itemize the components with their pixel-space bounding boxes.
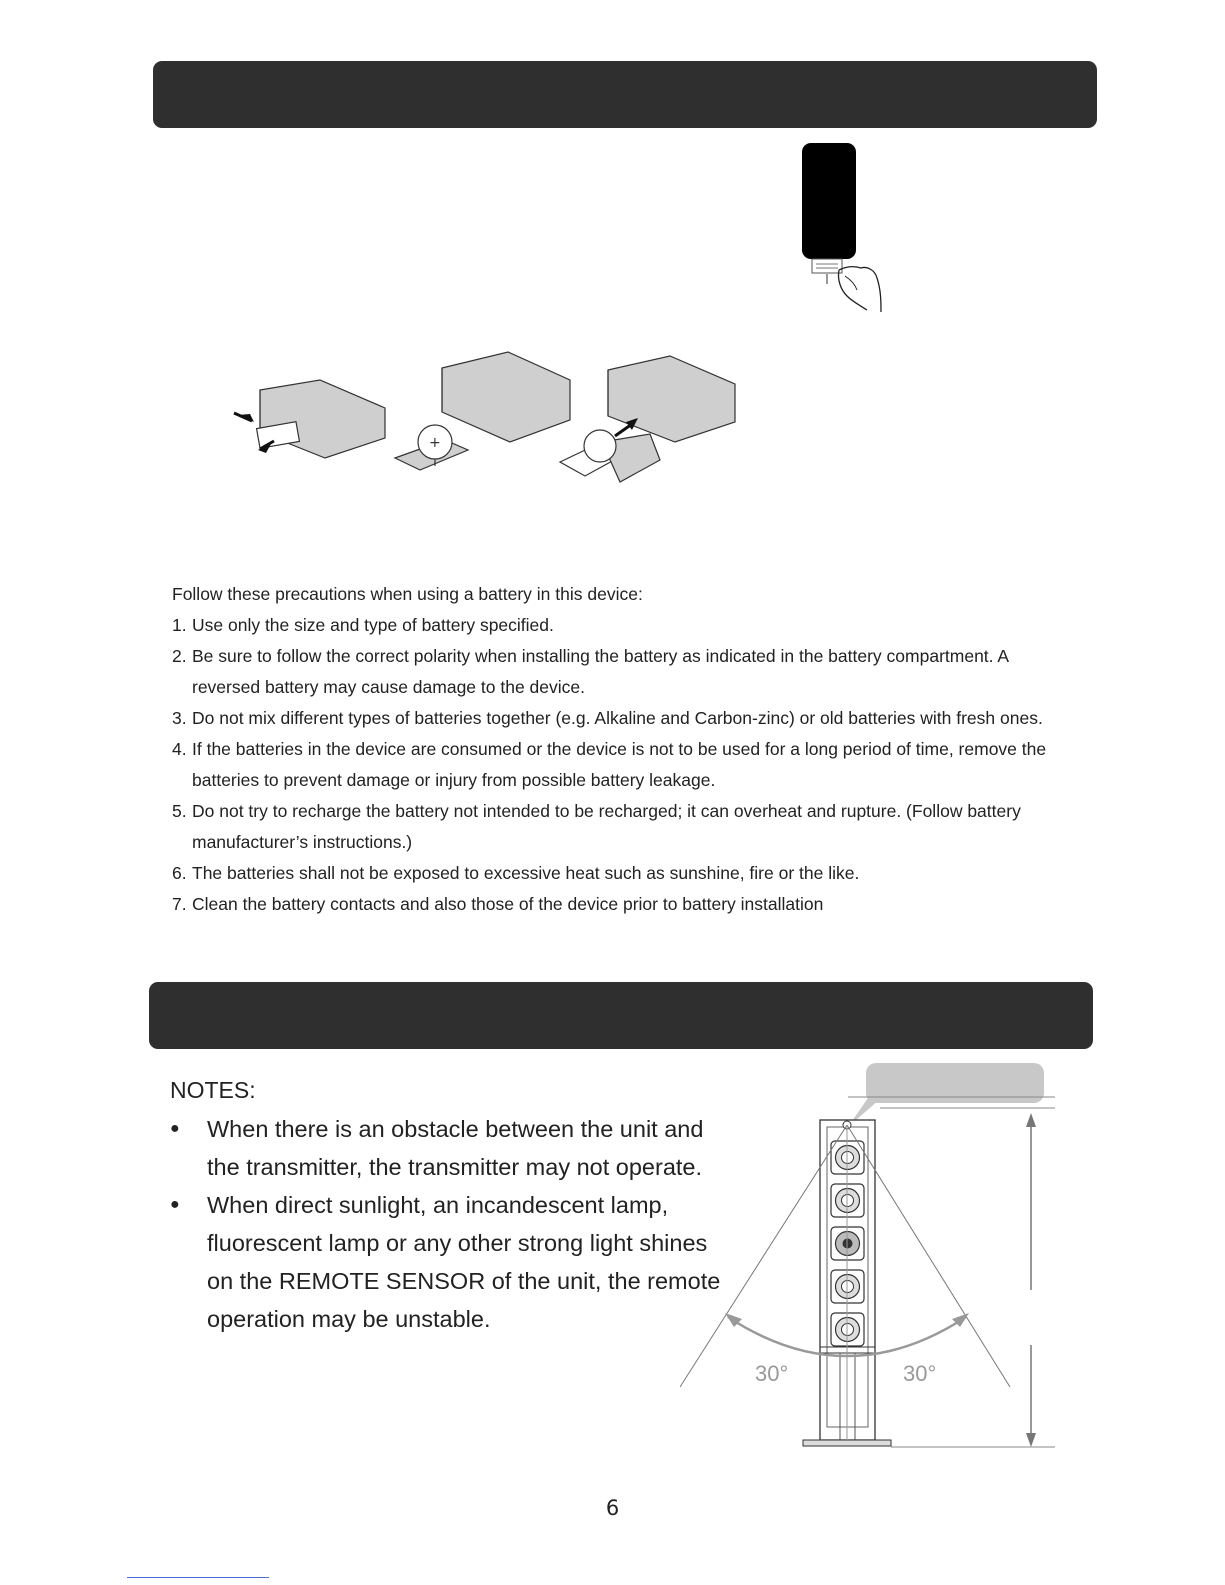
item-number: 7. xyxy=(172,894,187,914)
item-text: Use only the size and type of battery specified. xyxy=(192,615,554,635)
page-number: 6 xyxy=(605,1496,620,1520)
item-text: If the batteries in the device are consumed or the device is not to be used for a long period of time, remove the batteries to prevent damage or injury from possible battery leakage. xyxy=(192,739,1047,790)
item-number: 3. xyxy=(172,708,187,728)
notes-list xyxy=(170,1110,730,1338)
svg-text:+: + xyxy=(429,435,441,451)
remote-pull-tab-illustration xyxy=(795,140,905,320)
battery-precautions xyxy=(172,579,1072,920)
item-text: Do not try to recharge the battery not intended to be recharged; it can overheat and rupture. (Follow battery manufacturer’s instructions.) xyxy=(192,801,1021,852)
precautions-list xyxy=(172,610,1072,920)
battery-replacement-illustration xyxy=(230,350,750,490)
list-item xyxy=(172,734,1072,796)
item-text: Do not mix different types of batteries together (e.g. Alkaline and Carbon-zinc) or old batteries with fresh ones. xyxy=(192,708,1043,728)
bullet-icon: ● xyxy=(170,1196,180,1213)
footer-divider xyxy=(127,1577,269,1578)
item-number: 6. xyxy=(172,863,187,883)
item-text: The batteries shall not be exposed to excessive heat such as sunshine, fire or the like. xyxy=(192,863,860,883)
item-text: Clean the battery contacts and also those of the device prior to battery installation xyxy=(192,894,824,914)
reception-angle-diagram xyxy=(680,1055,1080,1475)
notes-title: NOTES: xyxy=(170,1077,256,1103)
list-item xyxy=(172,858,1072,889)
list-item xyxy=(170,1186,730,1338)
item-number: 5. xyxy=(172,801,187,821)
remote-step-1 xyxy=(234,380,385,458)
list-item xyxy=(172,641,1072,703)
remote-notes xyxy=(170,1072,730,1338)
note-text: When direct sunlight, an incandescent lamp, fluorescent lamp or any other strong light shines on the REMOTE SENSOR of the unit, the remote operation may be unstable. xyxy=(207,1192,721,1332)
item-number: 4. xyxy=(172,739,187,759)
angle-right-label: 30° xyxy=(903,1361,937,1386)
item-text: Be sure to follow the correct polarity when installing the battery as indicated in the battery compartment. A reversed battery may cause damage to the device. xyxy=(192,646,1009,697)
list-item xyxy=(172,796,1072,858)
item-number: 2. xyxy=(172,646,187,666)
angle-left-label: 30° xyxy=(755,1361,789,1386)
list-item xyxy=(172,610,1072,641)
item-number: 1. xyxy=(172,615,187,635)
section-header-bar xyxy=(149,982,1093,1049)
note-text: When there is an obstacle between the unit and the transmitter, the transmitter may not operate. xyxy=(207,1116,704,1180)
list-item xyxy=(172,703,1072,734)
battery-tray xyxy=(395,425,468,470)
remote-step-2 xyxy=(442,352,570,442)
list-item xyxy=(170,1110,730,1186)
precautions-intro: Follow these precautions when using a battery in this device: xyxy=(172,584,643,604)
bullet-icon: ● xyxy=(170,1120,180,1137)
section-header-bar xyxy=(153,61,1097,128)
list-item xyxy=(172,889,1072,920)
remote-step-3 xyxy=(560,356,735,482)
